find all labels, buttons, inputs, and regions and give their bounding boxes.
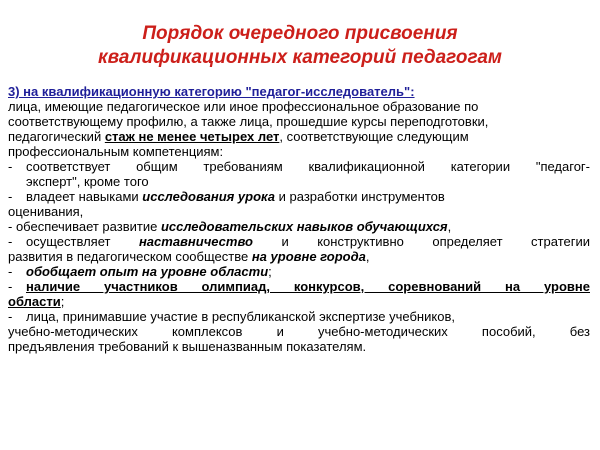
title-line-2: квалификационных категорий педагогам	[98, 47, 502, 68]
list-item-6	[8, 279, 590, 294]
list-item-2-cont: оценивания,	[8, 204, 84, 219]
intro-line-2: соответствующему профилю, а также лица, прошедшие курсы переподготовки,	[8, 114, 489, 129]
section-heading: 3) на квалификационную категорию "педагог-исследователь":	[8, 84, 415, 99]
list-item-text: осуществляет	[26, 234, 139, 249]
list-item-emphasis: наставничество	[138, 234, 253, 249]
list-item-emphasis: на уровне города	[251, 249, 366, 264]
intro-line-4: профессиональным компетенциям:	[8, 144, 224, 159]
list-item-text: развития в педагогическом сообществе	[8, 249, 252, 264]
intro-line-3	[8, 129, 590, 144]
list-item-2	[8, 189, 590, 204]
list-item-text: и разработки инструментов	[275, 189, 445, 204]
list-item-5	[8, 264, 590, 279]
list-item-text: лица, принимавшие участие в республиканской экспертизе учебников,	[26, 309, 455, 324]
list-item-text: ;	[268, 264, 272, 279]
dash-marker: -	[8, 189, 13, 204]
list-item-text: владеет навыками	[26, 189, 143, 204]
list-item-emphasis: обобщает опыт на уровне области	[26, 264, 269, 279]
list-item-emphasis: наличие участников олимпиад, конкурсов, соревнований на уровне	[26, 279, 590, 294]
list-item-7-end: предъявления требований к вышеназванным показателям.	[8, 339, 367, 354]
dash-marker: -	[8, 234, 13, 249]
list-item-emphasis: исследовательских навыков обучающихся	[160, 219, 448, 234]
intro-text: , соответствующие следующим	[279, 129, 469, 144]
dash-marker: -	[8, 279, 13, 294]
dash-marker: -	[8, 309, 13, 324]
intro-text: педагогический	[8, 129, 105, 144]
list-item-4-cont	[8, 249, 590, 264]
list-item-3	[8, 219, 590, 234]
list-item-7-cont: учебно-методических комплексов и учебно-методических пособий, без	[8, 324, 590, 339]
list-item-6-cont	[8, 294, 590, 309]
list-item-emphasis: исследования урока	[142, 189, 276, 204]
list-item-7	[8, 309, 590, 324]
list-item-text: ,	[365, 249, 370, 264]
list-item-1-cont: эксперт", кроме того	[26, 174, 149, 189]
list-item-text: ,	[447, 219, 452, 234]
dash-marker: -	[8, 159, 13, 174]
list-item-1	[8, 159, 590, 174]
list-item-text: и конструктивно определяет стратегии	[252, 234, 590, 249]
list-item-text: ;	[60, 294, 65, 309]
list-item-text: соответствует общим требованиям квалификационной категории "педагог-	[26, 159, 590, 174]
list-item-emphasis: области	[8, 294, 61, 309]
list-item-4	[8, 234, 590, 249]
title-line-1: Порядок очередного присвоения	[142, 23, 458, 44]
document-body	[8, 84, 590, 354]
list-item-text: - обеспечивает развитие	[8, 219, 161, 234]
dash-marker: -	[8, 264, 13, 279]
intro-line-1: лица, имеющие педагогическое или иное профессиональное образование по	[8, 99, 479, 114]
experience-requirement: стаж не менее четырех лет	[104, 129, 280, 144]
page-title	[0, 22, 600, 70]
